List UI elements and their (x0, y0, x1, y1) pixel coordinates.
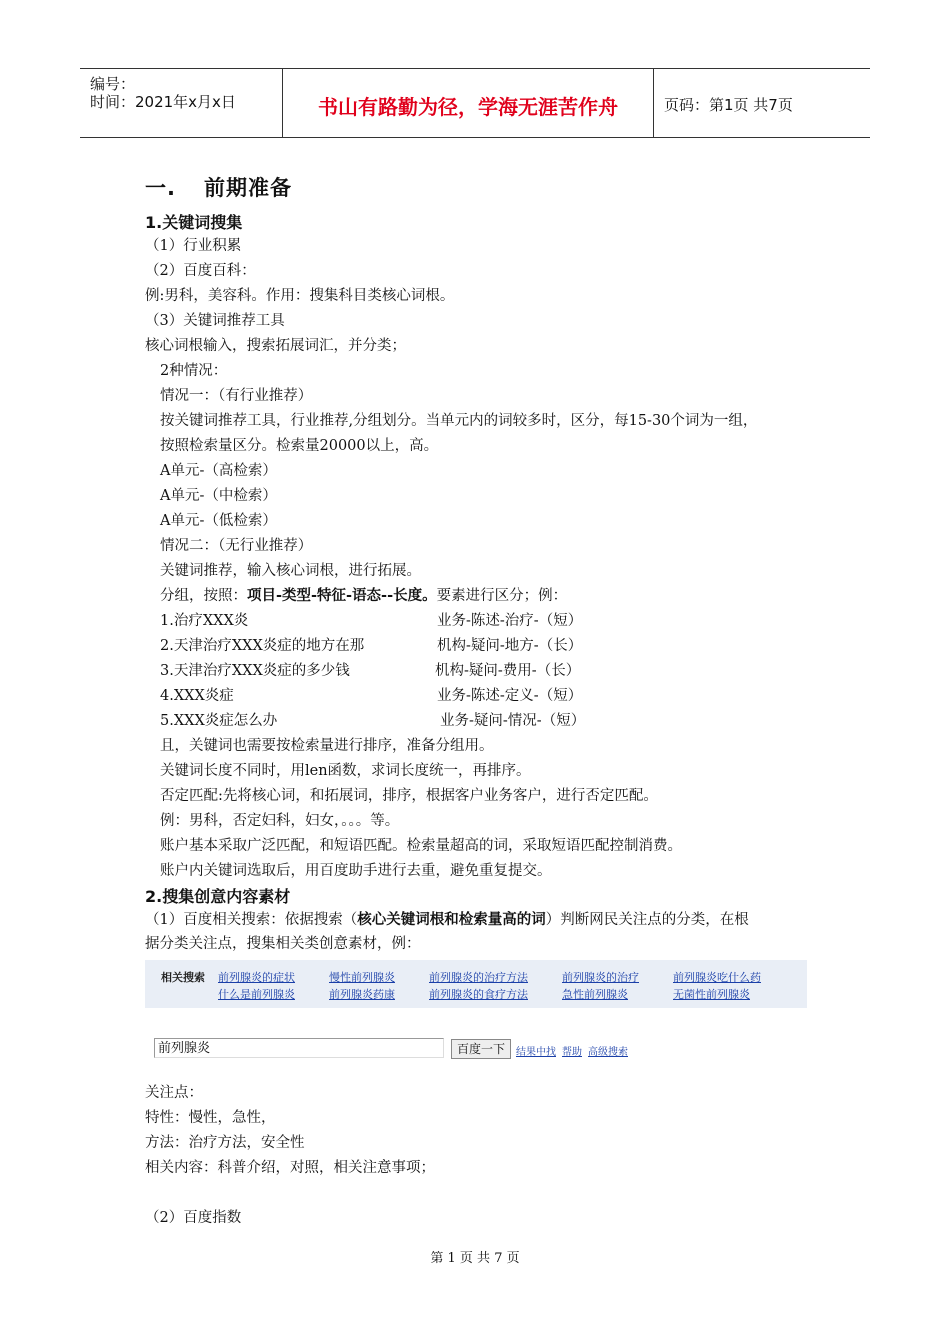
example-category: 机构-疑问-费用-（长） (435, 663, 581, 679)
header-meta-cell (80, 69, 283, 137)
bold-text-span: 核心关键词根和检索量高的词 (357, 912, 546, 928)
text-line: 关键词长度不同时，用len函数，求词长度统一，再排序。 (160, 763, 531, 779)
header-motto-cell (283, 69, 654, 137)
search-button[interactable]: 百度一下 (451, 1039, 511, 1059)
text-line: （1）行业积累 (145, 238, 242, 254)
text-line: 按关键词推荐工具，行业推荐,分组划分。当单元内的词较多时，区分，每15-30个词为一组， (160, 413, 758, 429)
header-page-label: 页码：第1页 共7页 (664, 96, 793, 114)
text-line: 2种情况： (160, 363, 228, 379)
search-input[interactable]: 前列腺炎 (154, 1038, 444, 1058)
text-line: 关键词推荐，输入核心词根，进行拓展。 (160, 563, 421, 579)
example-category: 业务-陈述-定义-（短） (437, 688, 583, 704)
text-line: 例:男科，美容科。作用：搜集科目类核心词根。 (145, 288, 455, 304)
related-search-link[interactable]: 无菌性前列腺炎 (673, 988, 750, 1001)
section-number: 一. (145, 176, 176, 200)
text-line: 例：男科，否定妇科，妇女，。。。等。 (160, 813, 400, 829)
text-span: 分组，按照： (160, 588, 247, 604)
related-search-link[interactable]: 前列腺炎药康 (329, 988, 395, 1001)
related-search-link[interactable]: 前列腺炎的治疗方法 (429, 971, 528, 984)
example-keyword: 4.XXX炎症 (160, 688, 234, 704)
text-line-related-search (145, 910, 749, 930)
text-line: （3）关键词推荐工具 (145, 313, 285, 329)
text-line: 情况二：（无行业推荐） (160, 538, 313, 554)
related-search-label: 相关搜索 (161, 971, 205, 984)
bold-text-span: 项目-类型-特征-语态--长度。 (247, 588, 437, 604)
section-title-text: 前期准备 (203, 176, 292, 200)
header-page-cell (654, 69, 870, 137)
text-span: （1）百度相关搜索：依据搜索（ (145, 912, 358, 928)
example-keyword: 5.XXX炎症怎么办 (160, 713, 278, 729)
related-search-link[interactable]: 前列腺炎的症状 (218, 971, 295, 984)
related-search-link[interactable]: 急性前列腺炎 (562, 988, 628, 1001)
text-line: 按照检索量区分。检索量20000以上，高。 (160, 438, 439, 454)
text-line: 否定匹配:先将核心词，和拓展词，排序，根据客户业务客户，进行否定匹配。 (160, 788, 658, 804)
text-line: 相关内容：科普介绍，对照，相关注意事项； (145, 1160, 435, 1176)
text-line: 且，关键词也需要按检索量进行排序，准备分组用。 (160, 738, 494, 754)
text-line: 关注点： (145, 1085, 203, 1101)
example-category: 业务-疑问-情况-（短） (440, 713, 586, 729)
advanced-search-link[interactable]: 高级搜索 (588, 1047, 628, 1058)
text-line: 账户基本采取广泛匹配，和短语匹配。检索量超高的词，采取短语匹配控制消费。 (160, 838, 682, 854)
example-keyword: 2.天津治疗XXX炎症的地方在那 (160, 638, 365, 654)
doc-time-label: 时间：2021年x月x日 (90, 93, 236, 111)
text-line: 特性：慢性，急性， (145, 1110, 276, 1126)
related-search-link[interactable]: 什么是前列腺炎 (218, 988, 295, 1001)
related-search-link[interactable]: 前列腺炎的食疗方法 (429, 988, 528, 1001)
text-span: ）判断网民关注点的分类，在根 (545, 912, 749, 928)
subsection-title-2: 2.搜集创意内容素材 (145, 887, 291, 906)
related-search-link[interactable]: 前列腺炎吃什么药 (673, 971, 761, 984)
help-link[interactable]: 帮助 (562, 1047, 582, 1058)
text-line: （2）百度百科： (145, 263, 256, 279)
text-line: 账户内关键词选取后，用百度助手进行去重，避免重复提交。 (160, 863, 552, 879)
text-line: 核心词根输入，搜索拓展词汇，并分类； (145, 338, 406, 354)
text-line: A单元-（高检索） (160, 463, 277, 479)
example-category: 机构-疑问-地方-（长） (437, 638, 583, 654)
text-line: 方法：治疗方法，安全性 (145, 1135, 305, 1151)
document-header (80, 68, 870, 138)
subsection-title-1: 1.关键词搜集 (145, 213, 243, 232)
example-category: 业务-陈述-治疗-（短） (437, 613, 583, 629)
header-motto: 书山有路勤为径，学海无涯苦作舟 (318, 95, 618, 119)
doc-number-label: 编号： (90, 75, 136, 93)
section-title (145, 172, 292, 202)
text-line-grouping (160, 586, 567, 606)
example-keyword: 1.治疗XXX炎 (160, 613, 249, 629)
example-keyword: 3.天津治疗XXX炎症的多少钱 (160, 663, 350, 679)
text-span: 要素进行区分；例： (436, 588, 568, 604)
related-search-panel (145, 960, 807, 1008)
search-in-results-link[interactable]: 结果中找 (516, 1047, 556, 1058)
text-line: （2）百度指数 (145, 1210, 242, 1226)
page-footer: 第 1 页 共 7 页 (430, 1251, 520, 1266)
related-search-link[interactable]: 前列腺炎的治疗 (562, 971, 639, 984)
text-line: 据分类关注点，搜集相关类创意素材，例： (145, 936, 421, 952)
text-line: A单元-（中检索） (160, 488, 277, 504)
text-line: A单元-（低检索） (160, 513, 277, 529)
related-search-link[interactable]: 慢性前列腺炎 (329, 971, 395, 984)
text-line: 情况一：（有行业推荐） (160, 388, 313, 404)
